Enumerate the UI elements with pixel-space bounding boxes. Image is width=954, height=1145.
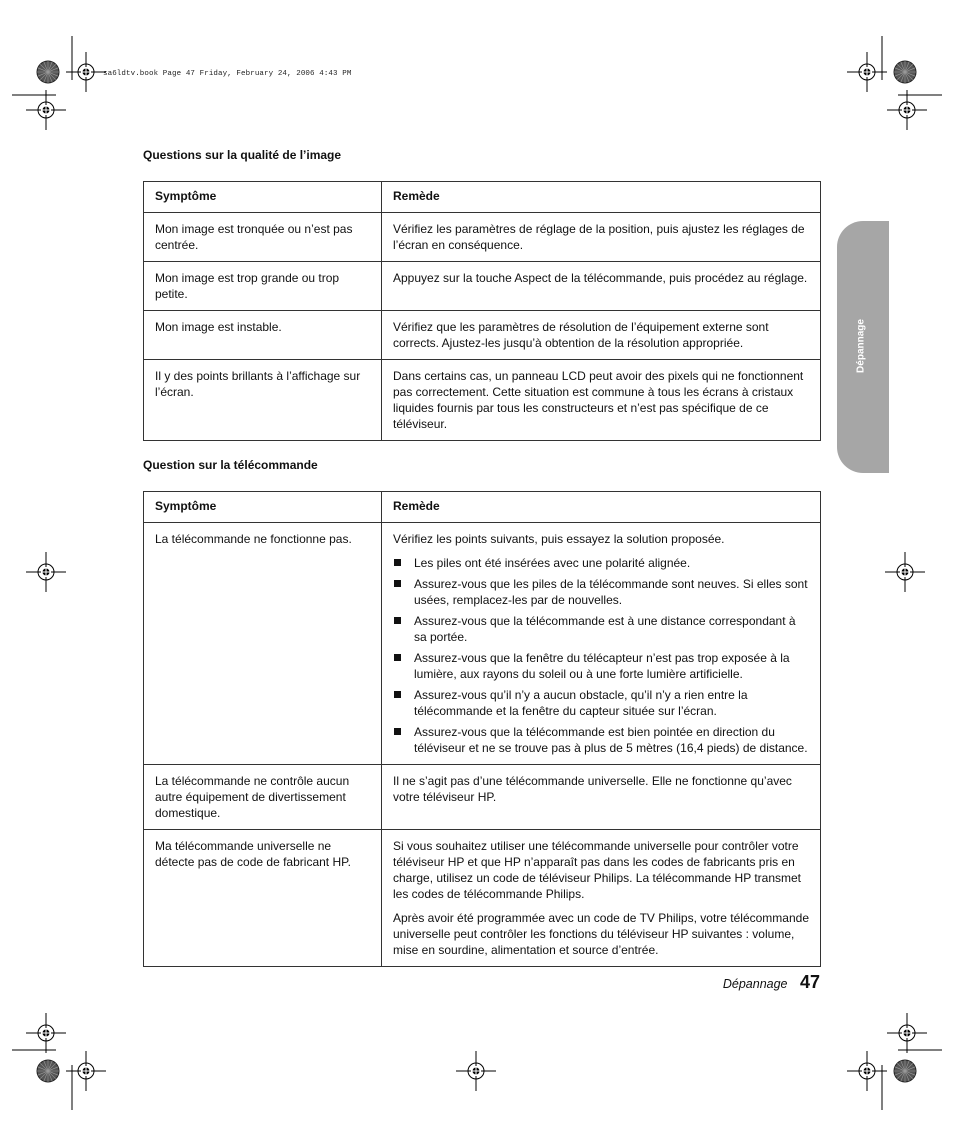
list-item-text: Les piles ont été insérées avec une polarité alignée. <box>414 556 691 570</box>
image-quality-table <box>143 181 821 441</box>
list-item-text: Assurez-vous que la fenêtre du télécapteur n’est pas trop exposée à la lumière, aux rayons du soleil ou à une forte lumière artificielle. <box>414 651 790 681</box>
square-bullet-icon <box>394 617 401 624</box>
page-footer <box>723 972 820 993</box>
symptom-cell: Mon image est trop grande ou trop petite. <box>144 262 382 311</box>
remedy-cell: Dans certains cas, un panneau LCD peut avoir des pixels qui ne fonctionnent pas correctement. Cette situation est commune à tous les écrans à cristaux liquides fournis par tous les constructeurs et n’est pas spécifique de ce téléviseur. <box>382 360 821 441</box>
list-item-text: Assurez-vous que les piles de la télécommande sont neuves. Si elles sont usées, remplacez-les par de nouvelles. <box>414 577 808 607</box>
list-item <box>393 650 809 682</box>
remedy-paragraph: Si vous souhaitez utiliser une télécommande universelle pour contrôler votre téléviseur HP et que HP n’apparaît pas dans les codes de fabricants pris en charge, utilisez un code de téléviseur Philips. La télécommande HP transmet les codes de télécommande Philips. <box>393 839 801 901</box>
list-item-text: Assurez-vous que la télécommande est bien pointée en direction du téléviseur et ne se trouve pas à plus de 5 mètres (16,4 pieds) de distance. <box>414 725 808 755</box>
symptom-cell: Ma télécommande universelle ne détecte pas de code de fabricant HP. <box>144 830 382 967</box>
list-item <box>393 576 809 608</box>
table-header-row <box>144 492 821 523</box>
list-item-text: Assurez-vous qu’il n’y a aucun obstacle, qu’il n’y a rien entre la télécommande et la fenêtre du capteur située sur l’écran. <box>414 688 748 718</box>
section-title-image-quality: Questions sur la qualité de l’image <box>143 148 342 162</box>
list-item-text: Assurez-vous que la télécommande est à une distance correspondant à sa portée. <box>414 614 796 644</box>
remedy-cell: Appuyez sur la touche Aspect de la télécommande, puis procédez au réglage. <box>382 262 821 311</box>
square-bullet-icon <box>394 654 401 661</box>
remedy-intro: Vérifiez les points suivants, puis essayez la solution proposée. <box>393 532 725 546</box>
symptom-cell: La télécommande ne fonctionne pas. <box>144 523 382 765</box>
remedy-cell <box>382 523 821 765</box>
table-row <box>144 262 821 311</box>
list-item <box>393 555 809 571</box>
square-bullet-icon <box>394 580 401 587</box>
square-bullet-icon <box>394 559 401 566</box>
chapter-side-tab-label: Dépannage <box>855 319 867 373</box>
print-header-info: sa6ldtv.book Page 47 Friday, February 24, 2006 4:43 PM <box>103 70 352 78</box>
footer-chapter-label: Dépannage <box>722 977 788 991</box>
symptom-cell: Mon image est instable. <box>144 311 382 360</box>
table-row <box>144 311 821 360</box>
remedy-cell: Vérifiez que les paramètres de résolution de l’équipement externe sont corrects. Ajustez-les jusqu’à obtention de la résolution appropriée. <box>382 311 821 360</box>
list-item <box>393 613 809 645</box>
remedy-cell: Vérifiez les paramètres de réglage de la position, puis ajustez les réglages de l’écran en conséquence. <box>382 213 821 262</box>
square-bullet-icon <box>394 728 401 735</box>
symptom-column-header: Symptôme <box>144 182 382 213</box>
table-header-row <box>144 182 821 213</box>
table-row <box>144 360 821 441</box>
symptom-cell: La télécommande ne contrôle aucun autre équipement de divertissement domestique. <box>144 765 382 830</box>
section-title-remote-control: Question sur la télécommande <box>143 458 318 472</box>
remedy-cell: Il ne s’agit pas d’une télécommande universelle. Elle ne fonctionne qu’avec votre téléviseur HP. <box>382 765 821 830</box>
table-row <box>144 523 821 765</box>
table-row <box>144 213 821 262</box>
square-bullet-icon <box>394 691 401 698</box>
table-row <box>144 830 821 967</box>
symptom-column-header: Symptôme <box>144 492 382 523</box>
remedy-column-header: Remède <box>382 492 821 523</box>
table-row <box>144 765 821 830</box>
remedy-cell <box>382 830 821 967</box>
page-number: 47 <box>799 972 820 992</box>
symptom-cell: Il y des points brillants à l’affichage sur l’écran. <box>144 360 382 441</box>
list-item <box>393 687 809 719</box>
remedy-paragraph: Après avoir été programmée avec un code de TV Philips, votre télécommande universelle peut contrôler les fonctions du téléviseur HP suivantes : volume, mise en sourdine, alimentation et source d’entrée. <box>393 911 809 957</box>
remedy-column-header: Remède <box>382 182 821 213</box>
list-item <box>393 724 809 756</box>
checklist <box>393 555 809 756</box>
remote-control-table <box>143 491 821 967</box>
symptom-cell: Mon image est tronquée ou n’est pas centrée. <box>144 213 382 262</box>
